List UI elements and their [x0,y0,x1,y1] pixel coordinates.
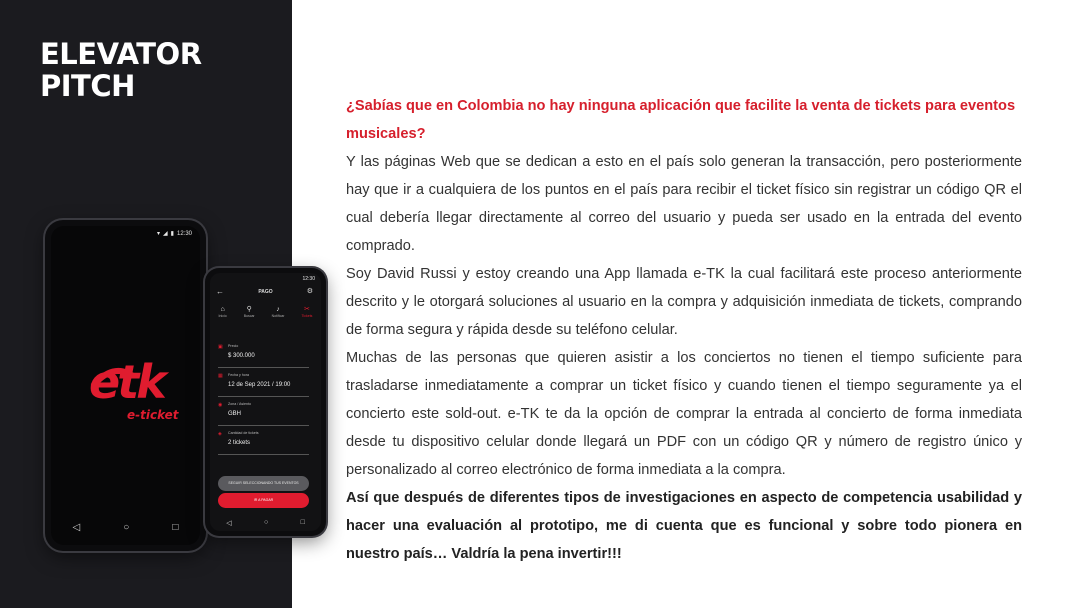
calendar-icon: ▦ [218,373,223,379]
etk-logo [89,356,179,431]
app-header [210,287,321,299]
search-icon: ⚲ [246,306,252,313]
gear-icon[interactable]: ⚙ [306,288,313,295]
tab-tickets[interactable]: ✂ Tickets [301,306,313,318]
field-value: GBH [228,411,242,417]
field-precio[interactable] [218,341,309,368]
pitch-closing: Así que después de diferentes tipos de investigaciones en aspecto de competencia usabilidad y hacer una evaluación al prototipo, me di cuenta que es funcional y sobre todo pionera en nuestro país… Valdría la pena invertir!!! [346,490,1022,562]
home-nav-icon[interactable]: ○ [123,522,130,533]
field-cantidad[interactable] [218,428,309,455]
pitch-paragraph: Soy David Russi y estoy creando una App llamada e-TK la cual facilitará este proceso anteriormente descrito y le otorgará soluciones al usuario en la compra y adquisición inmediata de tickets, comprando de forma segura y rápida desde su teléfono celular. [346,266,1022,338]
ticket-icon: ✂ [304,306,310,313]
pitch-body [346,92,1022,568]
pitch-paragraph: Muchas de las personas que quieren asistir a los conciertos no tienen el tiempo suficiente para trasladarse inmediatamente a comprar un ticket físico y cuando tienen el tiempo seguramente ya el concierto este sold-out. e-TK te da la opción de comprar la entrada al concierto de forma inmediata desde tu dispositivo celular donde llegará un PDF con un código QR y número de registro único y personalizado al correo electrónico de forma inmediata a la compra. [346,350,1022,478]
android-nav-bar [210,519,321,527]
field-value: $ 300.000 [228,353,255,359]
status-bar [302,276,315,282]
android-nav-bar [51,522,200,533]
signal-icon: ◢ [163,231,168,237]
phone-splash-screen [51,226,200,545]
recents-nav-icon[interactable]: □ [172,522,179,533]
home-icon: ⌂ [220,306,225,313]
phone-mockup-payment [205,268,326,536]
continue-selecting-button[interactable]: SEGUIR SELECCIONANDO TUS EVENTOS [218,476,309,491]
ticket-count-icon: ◈ [218,431,222,437]
field-zona[interactable] [218,399,309,426]
field-label: Cantidad de tickets [228,431,259,435]
status-time: 12:30 [302,276,315,282]
field-label: Fecha y hora [228,373,249,377]
field-fecha[interactable] [218,370,309,397]
app-tab-bar [210,305,321,318]
screen-title: PAGO [258,289,273,295]
recents-nav-icon[interactable]: □ [300,519,305,526]
tab-buscar[interactable]: ⚲ Buscar [243,306,255,318]
bell-icon: ♪ [276,306,280,313]
back-nav-icon[interactable]: ◁ [226,520,232,527]
logo-subtext: e-ticket [127,408,179,422]
status-time: 12:30 [176,230,192,237]
pitch-lead-question: ¿Sabías que en Colombia no hay ninguna aplicación que facilite la venta de tickets para eventos musicales? [346,98,1016,142]
back-nav-icon[interactable]: ◁ [72,522,81,533]
tab-notificar[interactable]: ♪ Notificar [271,306,285,318]
money-icon: ▣ [218,344,223,350]
location-icon: ◉ [218,402,223,408]
phone-mockup-splash [45,220,206,551]
pay-button[interactable]: IR A PAGAR [218,493,309,508]
wifi-icon: ▾ [157,231,161,237]
battery-icon: ▮ [170,231,174,237]
status-bar [157,230,192,237]
tab-inicio[interactable]: ⌂ Inicio [218,306,227,318]
field-value: 2 tickets [228,440,251,446]
field-label: Zona / Asiento [228,402,251,406]
phone-payment-screen [210,273,321,531]
home-nav-icon[interactable]: ○ [263,519,269,526]
back-arrow-icon[interactable]: ← [216,287,224,296]
slide-title: ELEVATOR PITCH [40,37,202,103]
logo-text: etk [89,355,164,409]
pitch-paragraph: Y las páginas Web que se dedican a esto en el país solo generan la transacción, pero posteriormente hay que ir a cualquiera de los puntos en el país para recibir el ticket físico sin registrar un código QR el cual debería llegar directamente al correo del usuario y pueda ser usado en la entrada del evento comprado. [346,154,1022,254]
field-value: 12 de Sep 2021 / 19:00 [228,382,291,388]
field-label: Precio [228,344,239,348]
